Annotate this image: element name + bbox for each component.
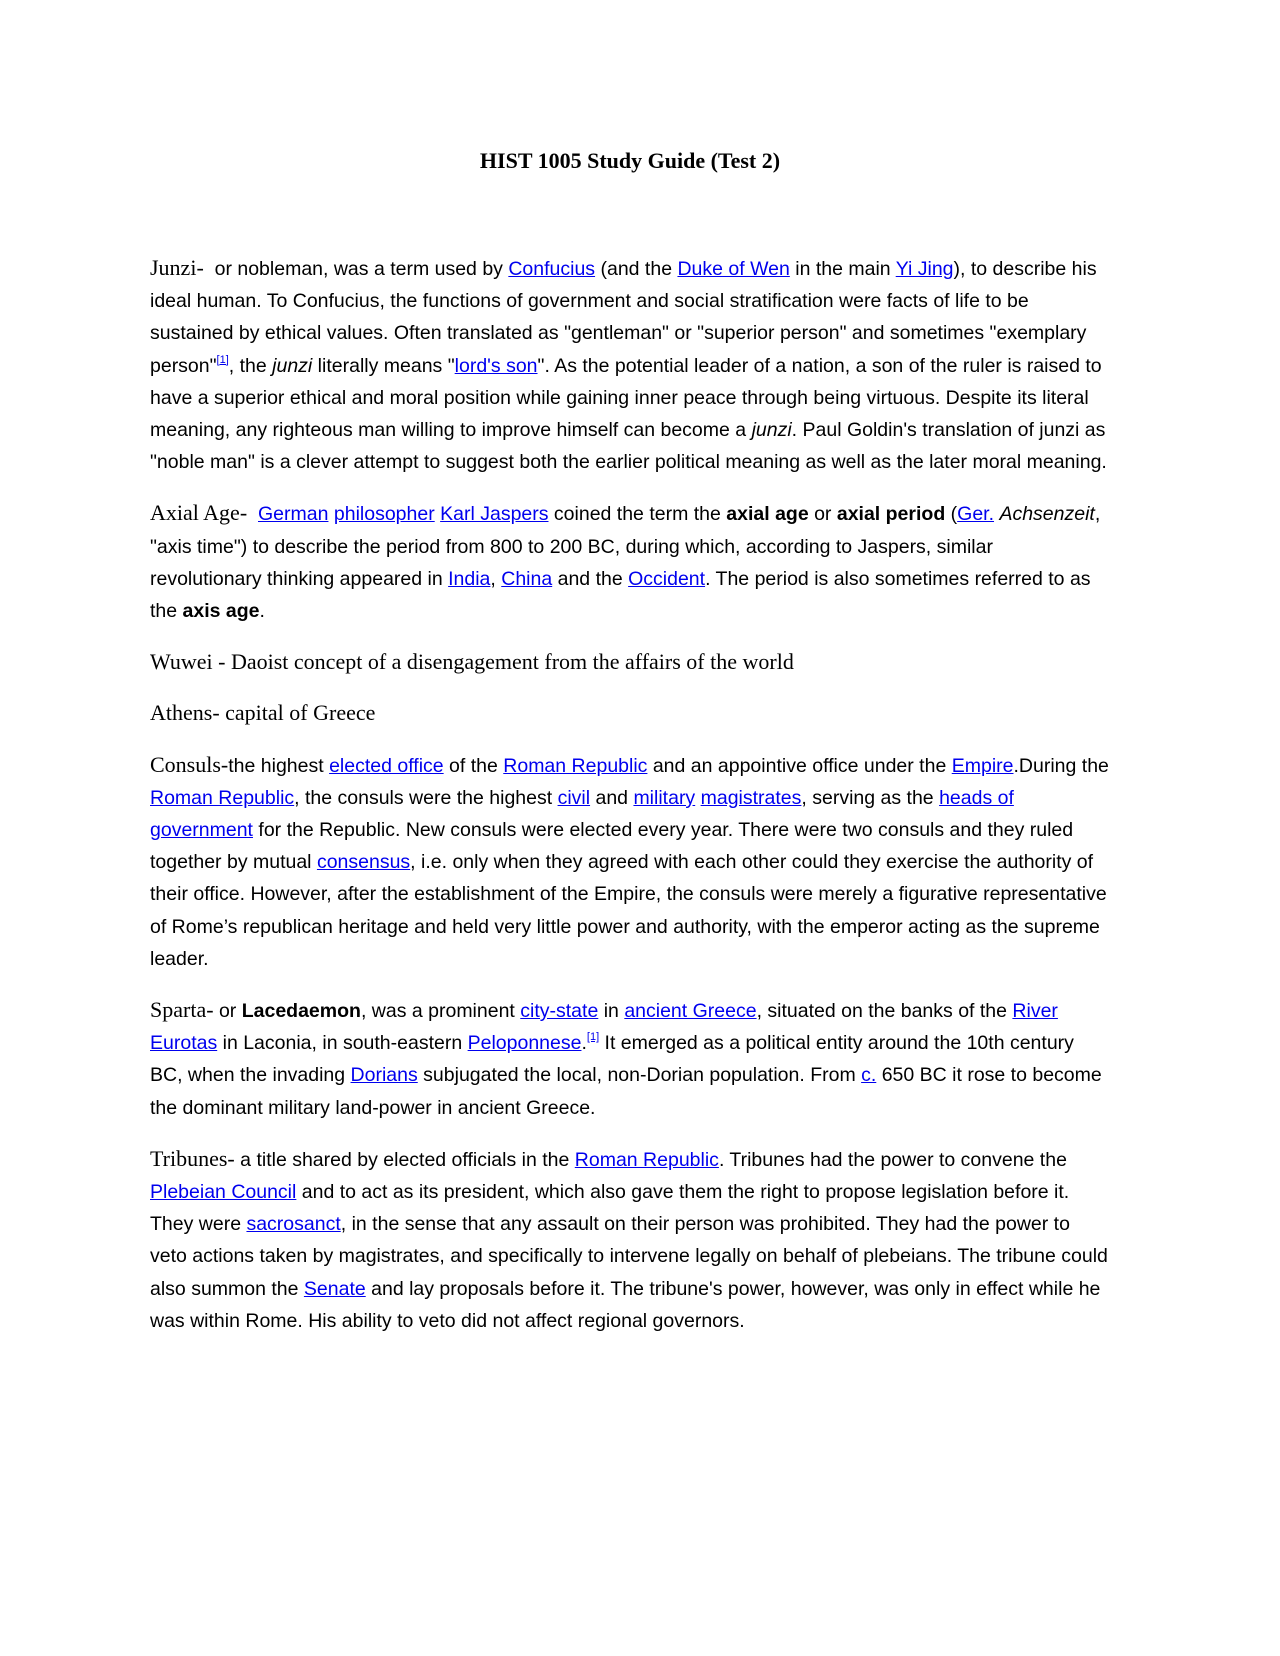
term-axial-age: Axial Age-	[150, 500, 248, 526]
link-river-eurotas[interactable]: River Eurotas	[150, 1000, 1058, 1055]
link-roman-republic[interactable]: Roman Republic	[503, 754, 648, 777]
term-tribunes: Tribunes-	[150, 1145, 235, 1171]
entry-wuwei: Wuwei - Daoist concept of a disengagement from the affairs of the world	[150, 649, 794, 675]
term-sparta: Sparta-	[150, 997, 214, 1023]
term-consuls: Consuls-	[150, 751, 229, 777]
link-roman-republic-2[interactable]: Roman Republic	[150, 786, 295, 809]
link-ancient-greece[interactable]: ancient Greece	[624, 1000, 757, 1023]
entry-consuls: Consuls-the highest elected office of the Roman Republic and an appointive office under the Empire.During the Roman Republic, the consuls were the highest civil and military magistrates, serving as the heads of government for the Republic. New consuls were elected every year. There were two consuls and they ruled together by mutual consensus, i.e. only when they agreed with each other could they exercise the authority of their office. However, after the establishment of the Empire, the consuls were merely a figurative representative of Rome’s republican heritage and held very little power and authority, with the emperor acting as the supreme leader.	[150, 751, 1109, 970]
entry-athens: Athens- capital of Greece	[150, 700, 376, 726]
link-occident[interactable]: Occident	[628, 567, 706, 590]
link-china[interactable]: China	[501, 567, 553, 590]
link-magistrates[interactable]: magistrates	[700, 786, 802, 809]
footnote-link-2[interactable]: [1]	[586, 1031, 600, 1044]
link-empire[interactable]: Empire	[951, 754, 1014, 777]
link-duke-of-wen[interactable]: Duke of Wen	[677, 258, 790, 280]
link-dorians[interactable]: Dorians	[350, 1064, 418, 1087]
link-confucius[interactable]: Confucius	[508, 258, 596, 280]
link-heads-of-government[interactable]: heads of government	[150, 786, 1014, 842]
link-german[interactable]: German	[258, 503, 329, 526]
footnote-link[interactable]: [1]	[216, 353, 229, 366]
link-philosopher[interactable]: philosopher	[333, 503, 435, 526]
link-circa[interactable]: c.	[861, 1064, 877, 1087]
document-title: HIST 1005 Study Guide (Test 2)	[479, 148, 781, 173]
link-peloponnese[interactable]: Peloponnese	[467, 1032, 582, 1055]
link-sacrosanct[interactable]: sacrosanct	[246, 1213, 341, 1236]
entry-junzi: Junzi- or nobleman, was a term used by Confucius (and the Duke of Wen in the main Yi Jing), to describe his ideal human. To Confucius, the functions of government and social stratification were facts of life to be sustained by ethical values. Often translated as "gentleman" or "superior person" and sometimes "exemplary person"[1], the junzi literally means "lord's son". As the potential leader of a nation, a son of the ruler is raised to have a superior ethical and moral position while gaining inner peace through being virtuous. Despite its literal meaning, any righteous man willing to improve himself can become a junzi. Paul Goldin's translation of junzi as "noble man" is a clever attempt to suggest both the earlier political meaning as well as the later moral meaning.	[150, 255, 1107, 474]
link-elected-office[interactable]: elected office	[329, 754, 444, 777]
link-karl-jaspers[interactable]: Karl Jaspers	[440, 503, 549, 526]
link-yi-jing[interactable]: Yi Jing	[895, 258, 954, 280]
link-civil[interactable]: civil	[557, 786, 591, 809]
link-india[interactable]: India	[448, 567, 491, 590]
link-city-state[interactable]: city-state	[520, 1000, 599, 1023]
link-roman-republic-3[interactable]: Roman Republic	[574, 1148, 719, 1171]
link-plebeian-council[interactable]: Plebeian Council	[150, 1181, 297, 1204]
entry-tribunes: Tribunes- a title shared by elected officials in the Roman Republic. Tribunes had the power to convene the Plebeian Council and to act as its president, which also gave them the right to propose legislation before it. They were sacrosanct, in the sense that any assault on their person was prohibited. They had the power to veto actions taken by magistrates, and specifically to intervene legally on behalf of plebeians. The tribune could also summon the Senate and lay proposals before it. The tribune's power, however, was only in effect while he was within Rome. His ability to veto did not affect regional governors.	[150, 1145, 1108, 1332]
link-lords-son[interactable]: lord's son	[454, 354, 538, 377]
link-ger[interactable]: Ger.	[957, 503, 995, 526]
link-senate[interactable]: Senate	[303, 1277, 366, 1300]
entry-axial-age: Axial Age- German philosopher Karl Jaspers coined the term the axial age or axial period (Ger. Achsenzeit, "axis time") to describe the period from 800 to 200 BC, during which, according to Jaspers, similar revolutionary thinking appeared in India, China and the Occident. The period is also sometimes referred to as the axis age.	[150, 500, 1101, 623]
term-junzi: Junzi-	[150, 255, 204, 280]
link-military[interactable]: military	[633, 786, 696, 809]
entry-sparta: Sparta- or Lacedaemon, was a prominent city-state in ancient Greece, situated on the banks of the River Eurotas in Laconia, in south-eastern Peloponnese.[1] It emerged as a political entity around the 10th century BC, when the invading Dorians subjugated the local, non-Dorian population. From c. 650 BC it rose to become the dominant military land-power in ancient Greece.	[150, 997, 1102, 1119]
link-consensus[interactable]: consensus	[316, 851, 411, 874]
